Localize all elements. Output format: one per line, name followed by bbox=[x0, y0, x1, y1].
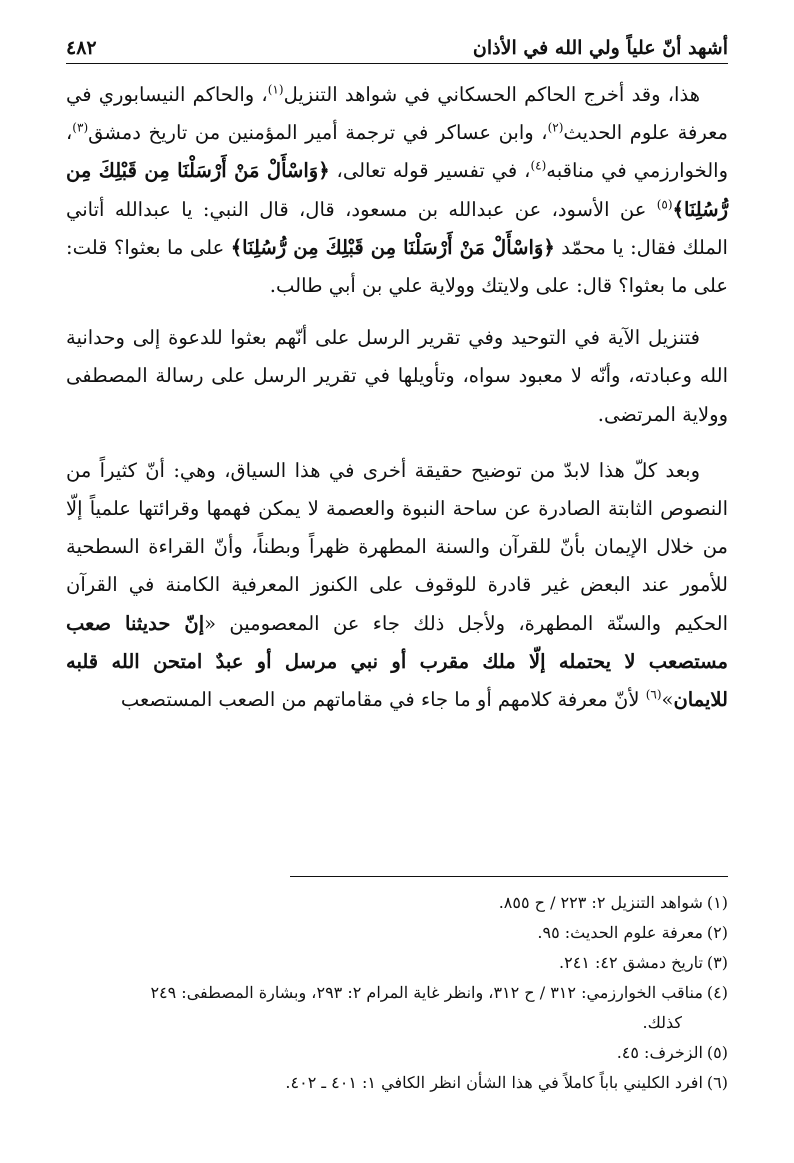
footnote-ref-1: (١) bbox=[267, 82, 284, 97]
footnote-number: (٦) bbox=[706, 1073, 728, 1092]
footnote-text: شواهد التنزيل ٢: ٢٢٣ / ح ٨٥٥. bbox=[498, 893, 703, 912]
footnote-number: (٢) bbox=[706, 923, 728, 942]
text-run: ، والحاكم النيسابوري في معرفة علوم الحديث bbox=[66, 83, 728, 145]
footnote-3 bbox=[66, 948, 728, 978]
text-run: عن الأسود، عن عبدالله بن مسعود، قال، قال النبي: يا عبدالله أتاني الملك فقال: يا محمّد bbox=[66, 197, 728, 259]
footnote-number: (١) bbox=[706, 893, 728, 912]
paragraph-2: فتنزيل الآية في التوحيد وفي تقرير الرسل على أنّهم بعثوا للدعوة إلى وحدانية الله وعبادته، وأنّه لا معبود سواه، وتأويلها في تقرير الرسل على رسالة المصطفى وولاية المرتضى. bbox=[66, 326, 728, 426]
text-run: ، في تفسير قوله تعالى، bbox=[329, 159, 531, 183]
text-run: هذا، وقد أخرج الحاكم الحسكاني في شواهد التنزيل bbox=[283, 83, 700, 106]
footnote-number: (٤) bbox=[706, 983, 728, 1002]
footnote-text: الزخرف: ٤٥. bbox=[616, 1043, 703, 1062]
footnote-6 bbox=[66, 1068, 728, 1098]
text-run: » bbox=[661, 688, 674, 712]
footnote-ref-2: (٢) bbox=[547, 120, 564, 135]
footnote-text: تاريخ دمشق ٤٢: ٢٤١. bbox=[559, 953, 703, 972]
footnote-number: (٥) bbox=[706, 1043, 728, 1062]
footnotes bbox=[66, 888, 728, 1098]
text-run: ، وابن عساكر في ترجمة أمير المؤمنين من تاريخ دمشق bbox=[88, 121, 548, 145]
footnote-ref-4: (٤) bbox=[530, 158, 547, 173]
footnote-4 bbox=[66, 978, 728, 1008]
footnote-1 bbox=[66, 888, 728, 918]
footnote-separator bbox=[290, 876, 728, 877]
text-run: وبعد كلّ هذا لابدّ من توضيح حقيقة أخرى في هذا السياق، وهي: أنّ كثيراً من النصوص الثابتة الصادرة عن ساحة النبوة والعصمة لا يمكن فهمها وقرائتها علمياً إلّا من خلال الإيمان بأنّ للقرآن والسنة المطهرة ظهراً وبطناً، وأنّ القراءة السطحية للأمور عند البعض غير قادرة للوقوف على الكنوز المعرفية الكامنة في القرآن الحكيم والسنّة المطهرة، ولأجل ذلك جاء عن المعصومين « bbox=[66, 458, 728, 635]
footnote-ref-5: (٥) bbox=[656, 197, 673, 212]
footnote-text: افرد الكليني باباً كاملاً في هذا الشأن انظر الكافي ١: ٤٠١ ـ ٤٠٢. bbox=[285, 1073, 703, 1092]
paragraph-1 bbox=[66, 76, 728, 305]
text-run: على ما بعثوا؟ قلت: على ما بعثوا؟ قال: على ولايتك وولاية علي بن أبي طالب. bbox=[66, 235, 728, 298]
footnote-text: معرفة علوم الحديث: ٩٥. bbox=[537, 923, 703, 942]
footnote-text: مناقب الخوارزمي: ٣١٢ / ح ٣١٢، وانظر غاية المرام ٢: ٢٩٣، وبشارة المصطفى: ٢٤٩ bbox=[150, 983, 703, 1002]
footnote-ref-6: (٦) bbox=[645, 687, 662, 702]
page-header bbox=[66, 28, 728, 64]
running-title: أشهد أنّ علياً ولي الله في الأذان bbox=[472, 37, 728, 59]
text-run: ، والخوارزمي في مناقبه bbox=[66, 121, 728, 183]
text-run: لأنّ معرفة كلامهم أو ما جاء في مقاماتهم من الصعب المستصعب bbox=[120, 688, 646, 712]
paragraph-3 bbox=[66, 452, 728, 719]
footnote-number: (٣) bbox=[706, 953, 728, 972]
footnote-2 bbox=[66, 918, 728, 948]
footnote-5 bbox=[66, 1038, 728, 1068]
quran-verse-2: ﴿وَاسْأَلْ مَنْ أَرْسَلْنَا مِن قَبْلِكَ مِن رُّسُلِنَا﴾ bbox=[230, 235, 555, 259]
footnote-4-continuation: كذلك. bbox=[642, 1013, 682, 1032]
quran-verse-1: ﴿وَاسْأَلْ مَنْ أَرْسَلْنَا مِن قَبْلِكَ مِن رُّسُلِنَا﴾ bbox=[66, 159, 728, 221]
page-number: ٤٨٢ bbox=[66, 37, 97, 59]
main-text bbox=[66, 76, 728, 737]
footnote-ref-3: (٣) bbox=[72, 120, 89, 135]
hadith-quote: إنّ حديثنا صعب مستصعب لا يحتمله إلّا ملك مقرب أو نبي مرسل أو عبدٌ امتحن الله قلبه للايمان bbox=[66, 611, 728, 712]
